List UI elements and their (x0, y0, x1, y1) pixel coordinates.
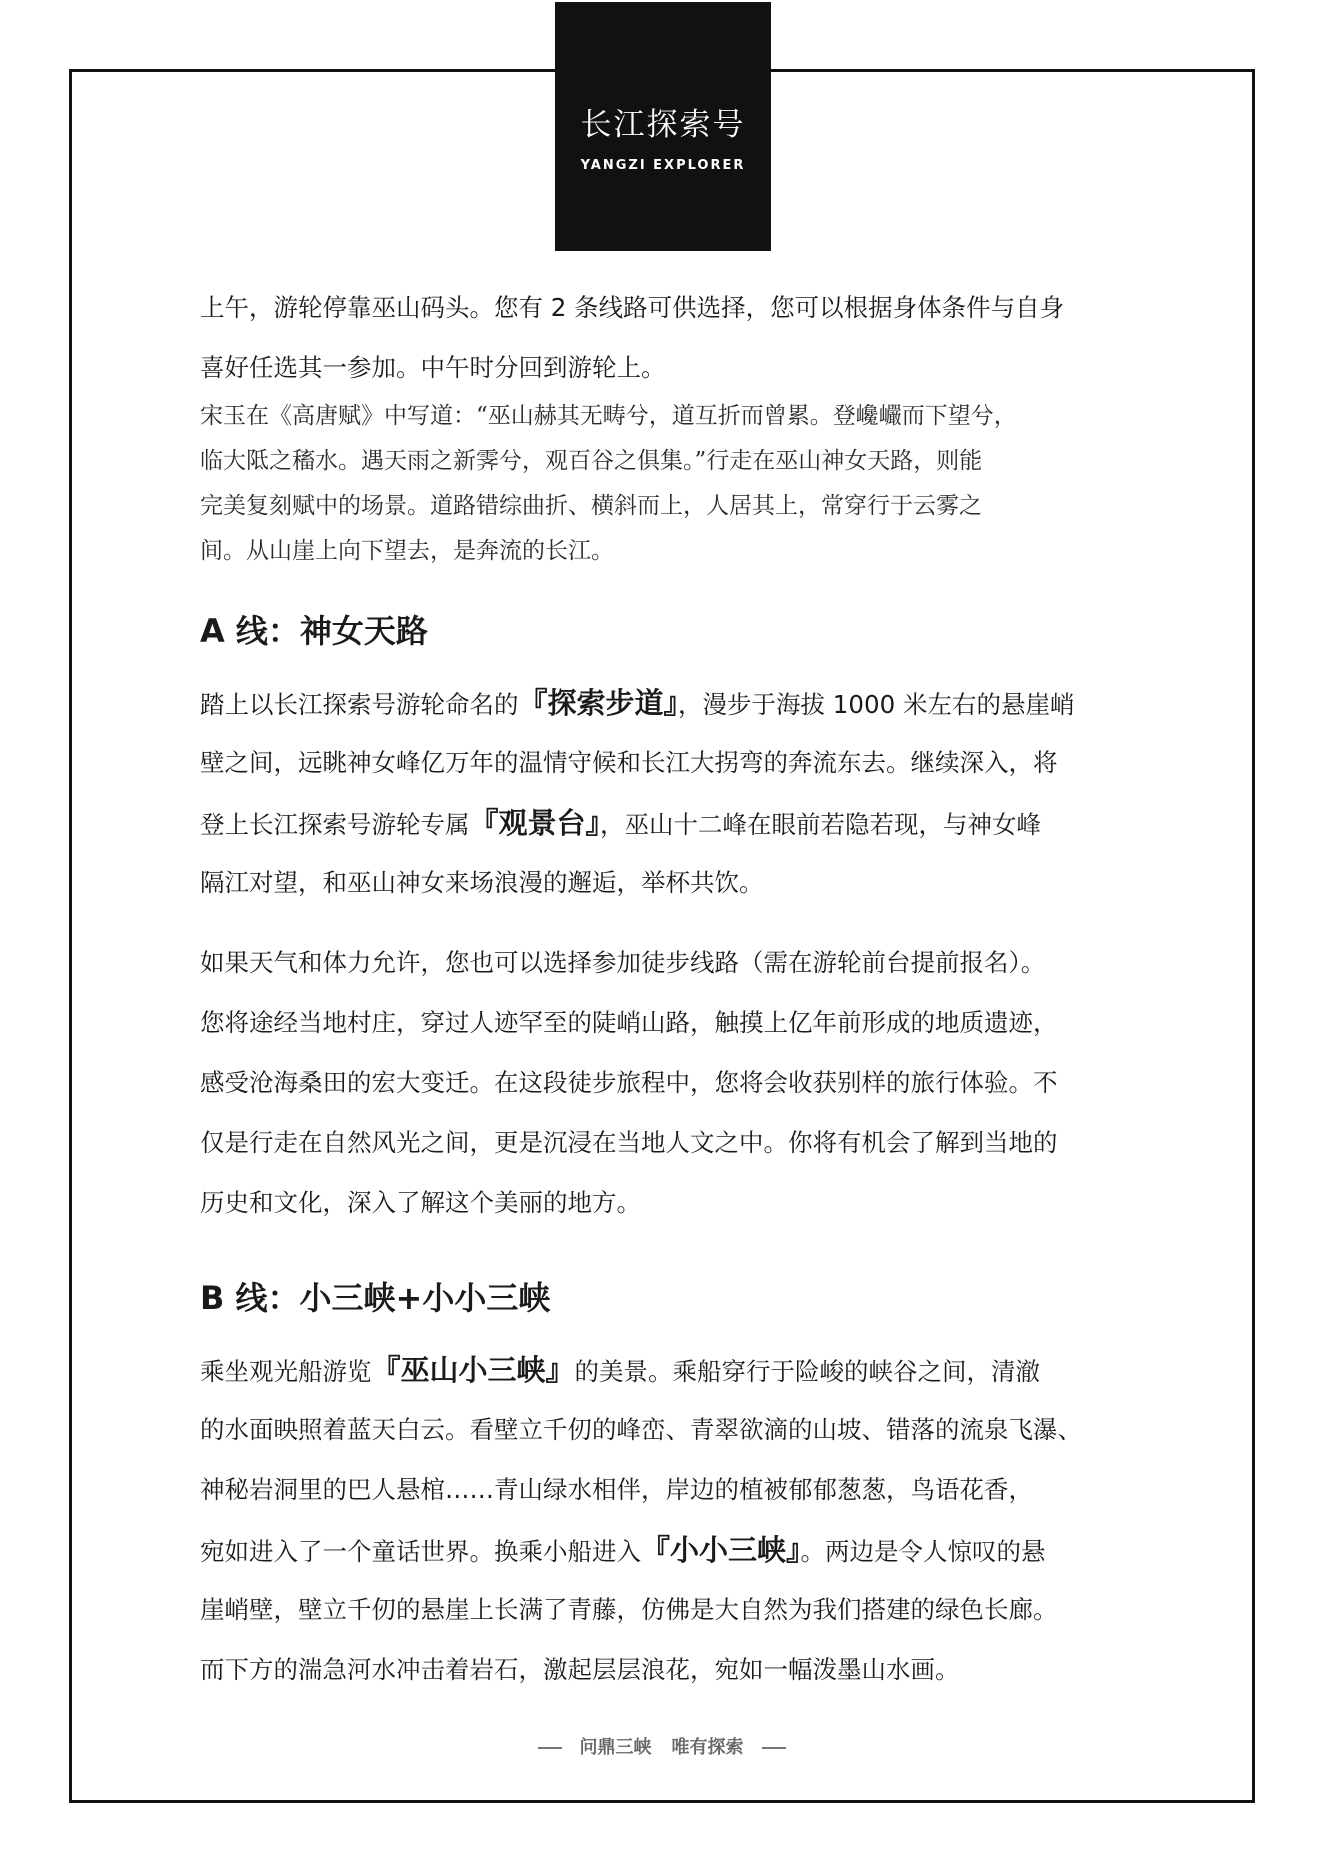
quote-line: 临大阺之稸水。遇天雨之新霁兮，观百谷之俱集。”行走在巫山神女天路，则能 (200, 448, 983, 474)
route-b-line: 的水面映照着蓝天白云。看壁立千仞的峰峦、青翠欲滴的山坡、错落的流泉飞瀑、 (200, 1415, 1082, 1444)
route-a-hiking-line: 如果天气和体力允许，您也可以选择参加徒步线路（需在游轮前台提前报名）。 (200, 948, 1046, 977)
footer-dash-right (762, 1747, 786, 1749)
route-a-hiking-line: 仅是行走在自然风光之间，更是沉浸在当地人文之中。你将有机会了解到当地的 (200, 1128, 1058, 1157)
route-a-line-3-text-end: ，巫山十二峰在眼前若隐若现，与神女峰 (600, 810, 1042, 839)
quote-line: 间。从山崖上向下望去，是奔流的长江。 (200, 538, 614, 564)
route-a-line (200, 793, 1074, 853)
highlight-viewing-platform: 『观景台』 (469, 806, 601, 840)
footer-slogan (0, 1733, 1323, 1759)
intro-paragraph (200, 278, 1064, 398)
footer-slogan-left: 问鼎三峡 (579, 1737, 652, 1758)
route-a-line-1-text-end: ，漫步于海拔 1000 米左右的悬崖峭 (678, 690, 1075, 719)
route-b-line: 神秘岩洞里的巴人悬棺……青山绿水相伴，岸边的植被郁郁葱葱，鸟语花香， (200, 1475, 1033, 1504)
route-b-line-4-text-end: 。两边是令人惊叹的悬 (800, 1537, 1046, 1566)
intro-line: 喜好任选其一参加。中午时分回到游轮上。 (200, 353, 666, 382)
route-a-line: 壁之间，远眺神女峰亿万年的温情守候和长江大拐弯的奔流东去。继续深入，将 (200, 748, 1058, 777)
route-b-line (200, 1520, 1082, 1580)
route-a-hiking-line: 感受沧海桑田的宏大变迁。在这段徒步旅程中，您将会收获别样的旅行体验。不 (200, 1068, 1058, 1097)
route-b-line: 而下方的湍急河水冲击着岩石，激起层层浪花，宛如一幅泼墨山水画。 (200, 1655, 960, 1684)
route-a-line-1-text: 踏上以长江探索号游轮命名的 (200, 690, 519, 719)
route-a-line-3-text: 登上长江探索号游轮专属 (200, 810, 470, 839)
route-b-line (200, 1340, 1082, 1400)
footer-dash-left (538, 1747, 562, 1749)
highlight-explore-trail: 『探索步道』 (518, 686, 679, 720)
route-a-paragraph-2 (200, 933, 1058, 1233)
brand-name-english: YANGZI EXPLORER (580, 157, 746, 173)
route-b-paragraph (200, 1340, 1082, 1700)
quote-line: 宋玉在《高唐赋》中写道：“巫山赫其无畴兮，道互折而曾累。登巉巗而下望兮， (200, 403, 1017, 429)
intro-line: 上午，游轮停靠巫山码头。您有 2 条线路可供选择，您可以根据身体条件与自身 (200, 293, 1065, 322)
footer-slogan-right: 唯有探索 (671, 1737, 744, 1758)
quote-paragraph (200, 394, 1017, 574)
highlight-mini-three-gorges: 『小小三峡』 (641, 1533, 801, 1567)
route-a-hiking-line: 历史和文化，深入了解这个美丽的地方。 (200, 1188, 641, 1217)
route-b-line-1-text-end: 的美景。乘船穿行于险峻的峡谷之间，清澈 (574, 1357, 1041, 1386)
route-a-hiking-line: 您将途经当地村庄，穿过人迹罕至的陡峭山路，触摸上亿年前形成的地质遗迹， (200, 1008, 1058, 1037)
route-a-paragraph-1 (200, 673, 1074, 913)
brand-logo-block (555, 2, 771, 251)
quote-line: 完美复刻赋中的场景。道路错综曲折、横斜而上，人居其上，常穿行于云雾之 (200, 493, 982, 519)
route-a-line (200, 673, 1074, 733)
route-a-line: 隔江对望，和巫山神女来场浪漫的邂逅，举杯共饮。 (200, 868, 764, 897)
route-b-line-1-text: 乘坐观光船游览 (200, 1357, 372, 1386)
route-b-line-4-text: 宛如进入了一个童话世界。换乘小船进入 (200, 1537, 641, 1566)
route-a-heading: A 线：神女天路 (200, 612, 428, 650)
highlight-little-three-gorges: 『巫山小三峡』 (371, 1353, 575, 1387)
route-b-line: 崖峭壁，壁立千仞的悬崖上长满了青藤，仿佛是大自然为我们搭建的绿色长廊。 (200, 1595, 1058, 1624)
route-b-heading: B 线：小三峡+小小三峡 (200, 1279, 551, 1317)
brand-name-chinese: 长江探索号 (580, 106, 746, 143)
